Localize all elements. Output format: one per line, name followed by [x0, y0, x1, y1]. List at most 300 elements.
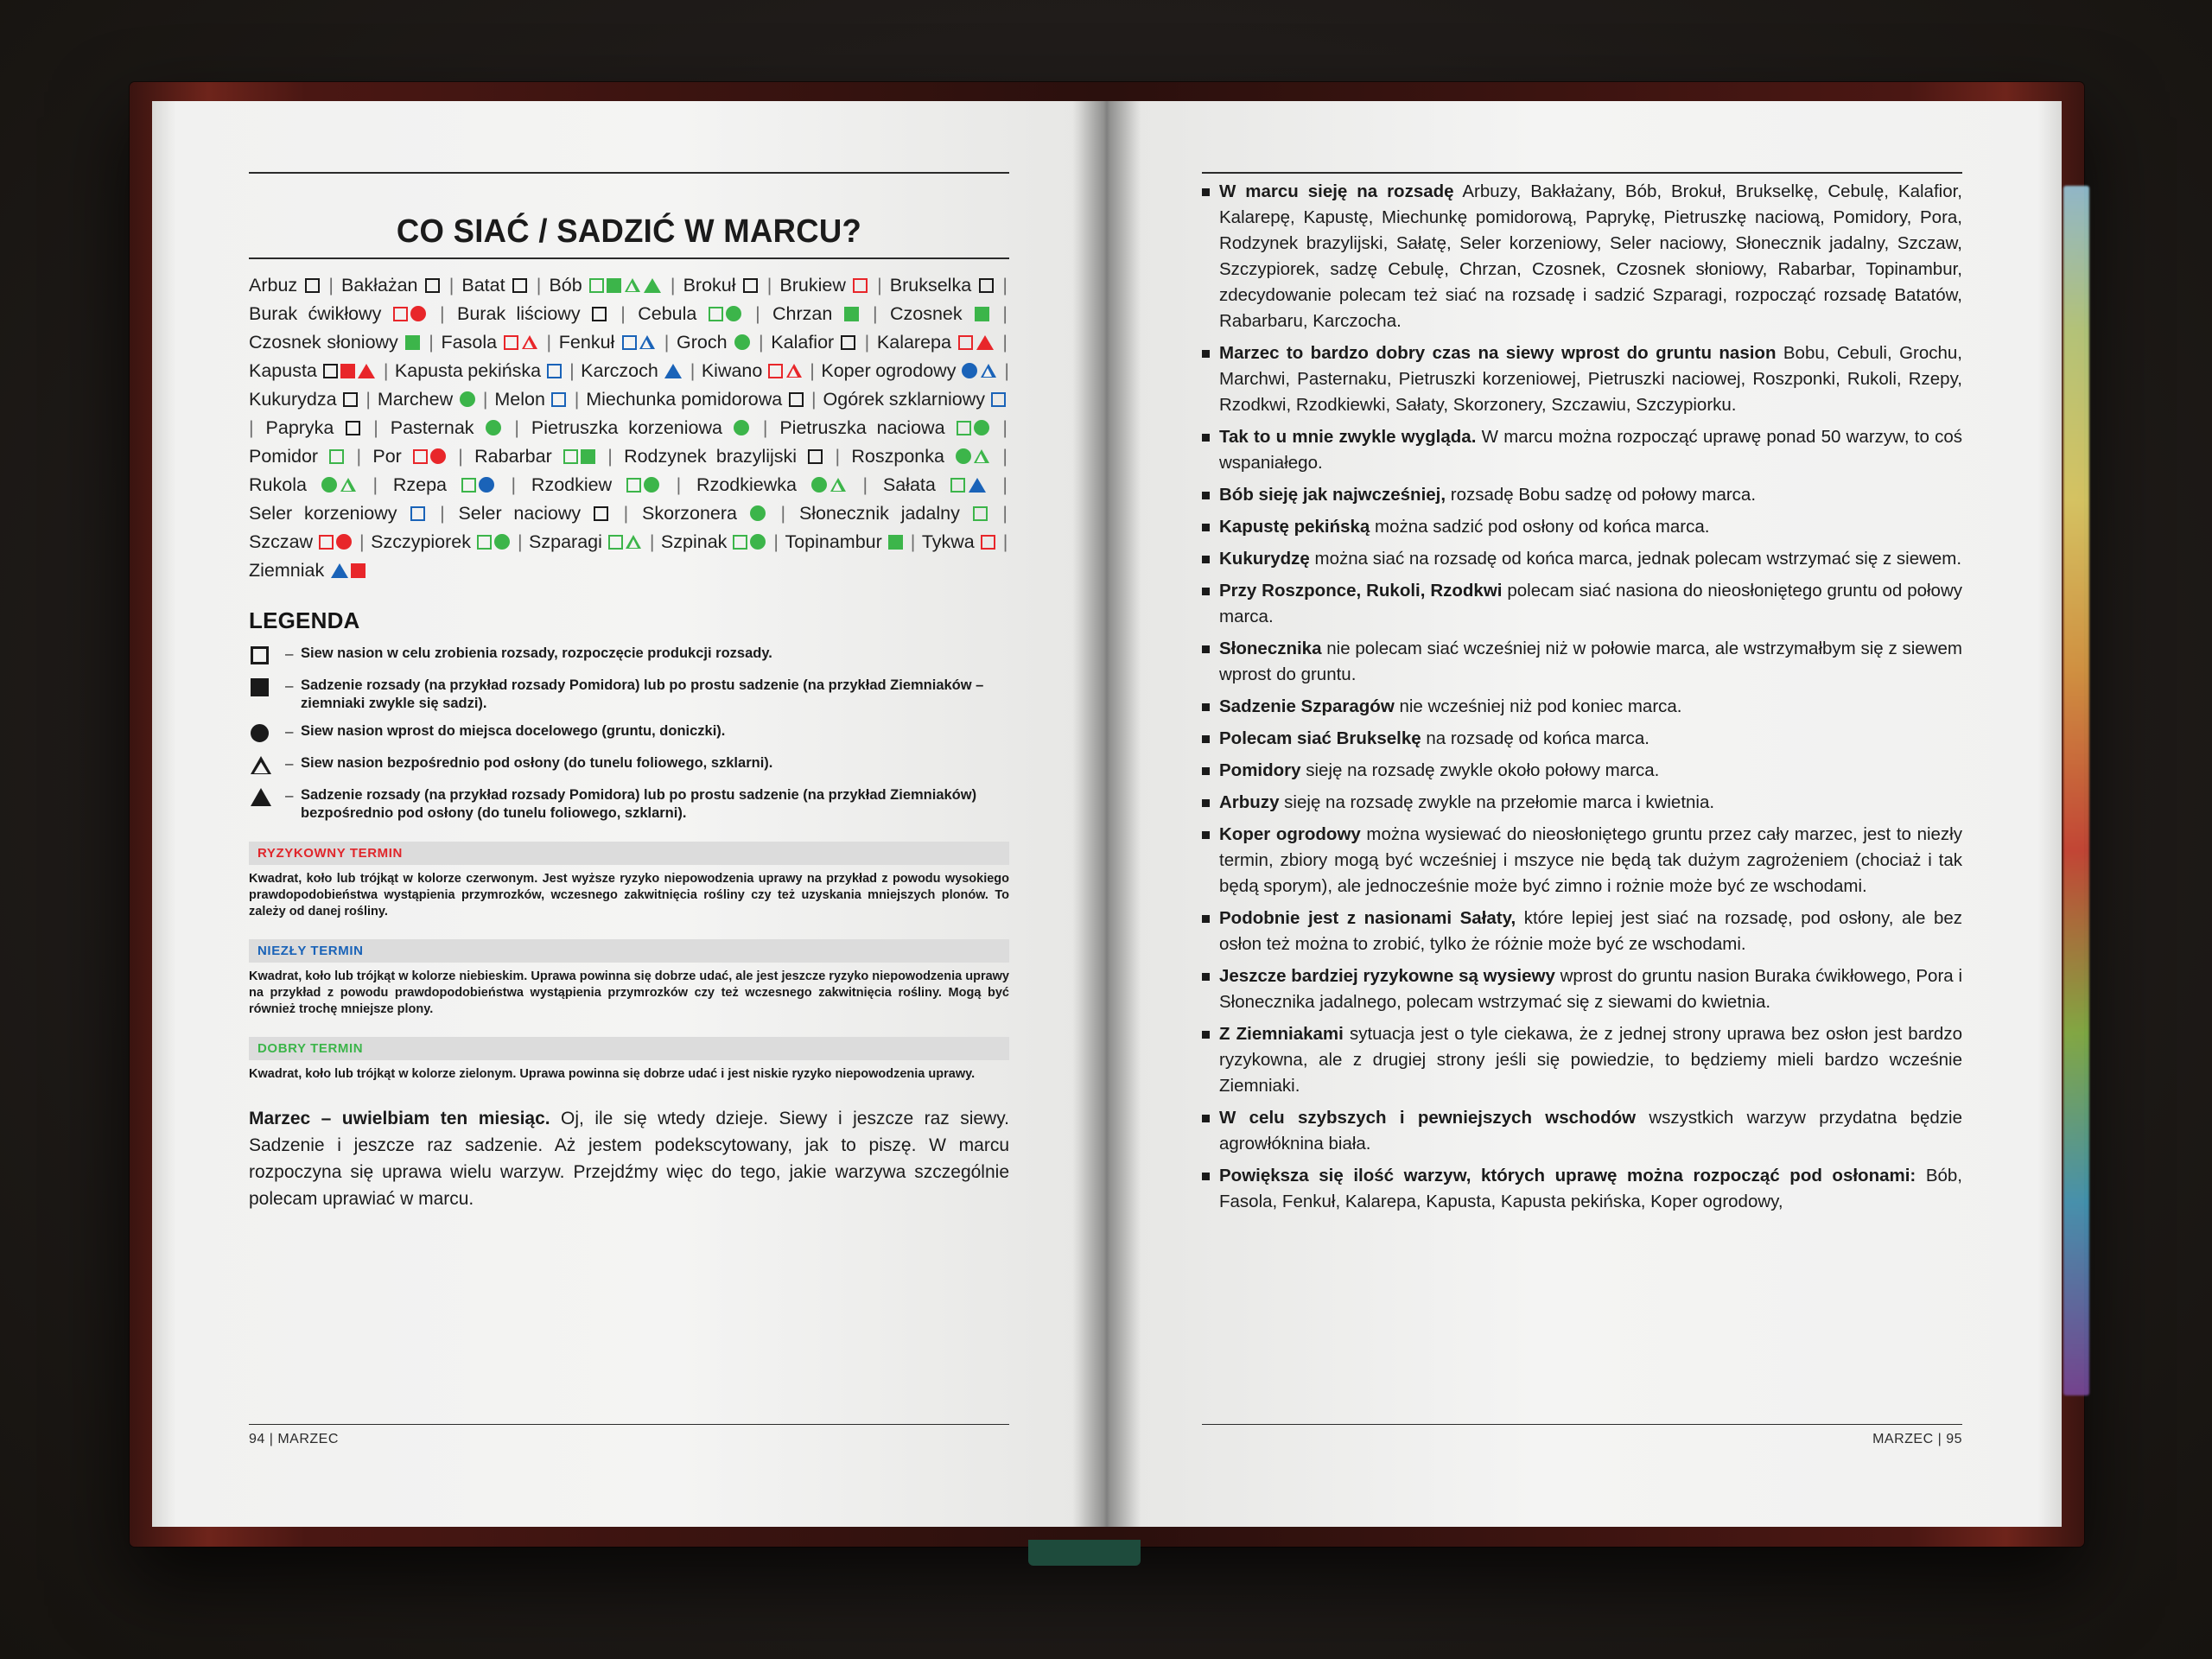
vegetable-name: Karczoch	[581, 360, 664, 381]
legend-item	[249, 786, 1009, 823]
vegetable-entry	[549, 275, 662, 296]
tip-item	[1202, 726, 1962, 752]
list-separator: |	[249, 417, 264, 438]
sq-green-symbol	[589, 278, 604, 293]
sq-red-fill-symbol	[351, 563, 365, 578]
tip-lead: Tak to u mnie zwykle wygląda.	[1219, 427, 1477, 447]
tip-lead: Marzec to bardzo dobry czas na siewy wprost do gruntu nasion	[1219, 343, 1777, 363]
tri-black-fill-symbol	[251, 788, 271, 806]
tip-text	[1219, 482, 1962, 508]
title-rule-bottom	[249, 257, 1009, 259]
vegetable-entry	[442, 332, 539, 353]
closing-paragraph-lead: Marzec – uwielbiam ten miesiąc.	[249, 1109, 550, 1128]
tip-lead: Z Ziemniakami	[1219, 1024, 1344, 1044]
vegetable-entry	[624, 446, 823, 467]
sq-black-symbol	[346, 421, 360, 435]
tip-lead: Arbuzy	[1219, 792, 1280, 812]
vegetable-entry	[249, 332, 422, 353]
vegetable-name: Burak ćwikłowy	[249, 303, 392, 324]
tip-item	[1202, 790, 1962, 816]
sq-green-symbol	[329, 449, 344, 464]
term-block	[249, 842, 1009, 920]
vegetable-entry	[378, 389, 476, 410]
list-separator: |	[861, 303, 888, 324]
tip-body: wprost do gruntu nasion Buraka ćwikłowego, Pora i Słonecznika jadalnego, polecam wstrzymać się z siewami do kwietnia.	[1219, 966, 1962, 1012]
vegetable-entry	[249, 503, 426, 524]
tip-lead: Polecam siać Brukselkę	[1219, 728, 1421, 748]
legend-dash: –	[285, 755, 294, 772]
sq-black-symbol	[343, 392, 358, 407]
tip-body: na rozsadę od końca marca.	[1421, 728, 1649, 748]
list-separator: |	[598, 446, 623, 467]
tip-item	[1202, 340, 1962, 418]
ci-green-fill-symbol	[486, 420, 501, 435]
vegetable-entry	[890, 275, 995, 296]
sq-black-symbol	[512, 278, 527, 293]
tip-body: sieję na rozsadę zwykle na przełomie marca i kwietnia.	[1279, 792, 1715, 812]
tri-green-hollow-symbol	[626, 535, 641, 550]
tri-green-fill-symbol	[644, 278, 661, 293]
tip-body: można siać na rozsadę od końca marca, jednak polecam wstrzymać się z siewem.	[1309, 549, 1962, 569]
list-separator: |	[996, 332, 1007, 353]
tip-text	[1219, 514, 1962, 540]
vegetable-name: Topinambur	[785, 531, 887, 552]
sq-black-symbol	[789, 392, 804, 407]
sq-blue-symbol	[410, 506, 425, 521]
list-separator: |	[423, 332, 440, 353]
vegetable-entry	[877, 332, 995, 353]
tri-green-hollow-symbol	[625, 278, 640, 293]
ci-green-fill-symbol	[974, 420, 989, 435]
bullet-square-icon	[1202, 179, 1219, 334]
vegetable-name: Pietruszka korzeniowa	[531, 417, 733, 438]
sq-black-symbol	[425, 278, 440, 293]
list-separator: |	[906, 531, 920, 552]
vegetable-entry	[799, 503, 989, 524]
vegetable-entry	[249, 360, 377, 381]
vegetable-entry	[779, 417, 990, 438]
tip-item	[1202, 546, 1962, 572]
legend-symbol	[249, 645, 285, 667]
sq-black-symbol	[594, 506, 608, 521]
sq-green-fill-symbol	[581, 449, 595, 464]
sq-black-symbol	[743, 278, 758, 293]
vegetable-entry	[922, 531, 996, 552]
sq-black-symbol	[323, 364, 338, 378]
vegetable-name: Kapusta	[249, 360, 322, 381]
vegetable-name: Skorzonera	[642, 503, 749, 524]
ci-green-fill-symbol	[644, 477, 659, 493]
tip-body: sieję na rozsadę zwykle około połowy marca.	[1300, 760, 1660, 780]
tip-lead: Kapustę pekińską	[1219, 517, 1370, 537]
tip-body: Bób, Fasola, Fenkuł, Kalarepa, Kapusta, Kapusta pekińska, Koper ogrodowy,	[1219, 1166, 1962, 1211]
list-separator: |	[768, 531, 784, 552]
tri-green-hollow-symbol	[974, 449, 989, 464]
vegetable-entry	[341, 275, 442, 296]
list-separator: |	[359, 474, 391, 495]
book-spine-bottom	[1028, 1540, 1141, 1566]
vegetable-entry	[531, 417, 751, 438]
sq-black-symbol	[592, 307, 607, 321]
vegetable-entry	[702, 360, 804, 381]
vegetable-entry	[823, 389, 1007, 410]
sq-green-symbol	[608, 535, 623, 550]
vegetable-name: Tykwa	[921, 531, 980, 552]
vegetable-entry	[851, 446, 991, 467]
vegetable-entry	[559, 332, 657, 353]
list-separator: |	[992, 303, 1007, 324]
sq-green-symbol	[709, 307, 723, 321]
tip-text	[1219, 822, 1962, 899]
vegetable-name: Pietruszka naciowa	[779, 417, 956, 438]
tip-item	[1202, 1021, 1962, 1099]
vegetable-name: Rodzynek brazylijski	[624, 446, 807, 467]
bullet-square-icon	[1202, 482, 1219, 508]
tip-body: rozsadę Bobu sadzę od połowy marca.	[1446, 485, 1757, 505]
vegetable-name: Chrzan	[772, 303, 843, 324]
list-separator: |	[354, 531, 370, 552]
sq-red-symbol	[853, 278, 868, 293]
legend-item	[249, 754, 1009, 777]
ci-blue-fill-symbol	[962, 363, 977, 378]
list-separator: |	[569, 389, 585, 410]
ci-red-fill-symbol	[430, 448, 446, 464]
vegetable-name: Por	[372, 446, 412, 467]
vegetable-name: Rabarbar	[474, 446, 562, 467]
vegetable-name: Roszponka	[851, 446, 955, 467]
sq-red-symbol	[768, 364, 783, 378]
tip-body: nie polecam siać wcześniej niż w połowie marca, ale wstrzymałbym się z siewem wprost do gruntu.	[1219, 639, 1962, 684]
legend-description: Siew nasion bezpośrednio pod osłony (do tunelu foliowego, szklarni).	[301, 755, 773, 771]
page-right	[1107, 101, 2062, 1527]
term-block	[249, 1037, 1009, 1083]
vegetable-name: Arbuz	[249, 275, 304, 296]
legend-item	[249, 645, 1009, 667]
sq-red-fill-symbol	[340, 364, 355, 378]
tri-green-hollow-symbol	[830, 478, 846, 493]
vegetable-entry	[249, 474, 358, 495]
ci-green-fill-symbol	[811, 477, 827, 493]
vegetable-entry	[458, 503, 609, 524]
legend-list	[249, 645, 1009, 823]
list-separator: |	[996, 275, 1007, 296]
bullet-square-icon	[1202, 636, 1219, 688]
vegetable-entry	[661, 531, 767, 552]
tip-lead: W celu szybszych i pewniejszych wschodów	[1219, 1108, 1637, 1128]
tip-text	[1219, 726, 1962, 752]
closing-paragraph	[249, 1105, 1009, 1212]
tip-item	[1202, 906, 1962, 957]
sq-red-symbol	[981, 535, 995, 550]
tip-item	[1202, 578, 1962, 630]
vegetable-entry	[461, 275, 528, 296]
tri-blue-fill-symbol	[664, 364, 682, 378]
vegetable-name: Bakłażan	[341, 275, 424, 296]
tip-text	[1219, 694, 1962, 720]
list-separator: |	[870, 275, 888, 296]
sq-black-symbol	[305, 278, 320, 293]
list-separator: |	[768, 503, 798, 524]
tip-text	[1219, 578, 1962, 630]
tip-body: nie wcześniej niż pod koniec marca.	[1394, 696, 1682, 716]
list-separator: |	[442, 275, 461, 296]
tip-item	[1202, 1105, 1962, 1157]
bullet-square-icon	[1202, 694, 1219, 720]
term-block	[249, 939, 1009, 1018]
vegetable-name: Melon	[494, 389, 550, 410]
bullet-square-icon	[1202, 340, 1219, 418]
tip-text	[1219, 963, 1962, 1015]
sq-blue-symbol	[622, 335, 637, 350]
tip-item	[1202, 822, 1962, 899]
vegetable-name: Fasola	[441, 332, 503, 353]
vegetable-entry	[249, 303, 428, 324]
vegetable-name: Kalafior	[771, 332, 840, 353]
left-page-footer: 94 | MARZEC	[249, 1424, 1009, 1447]
tip-body: W marcu można rozpocząć uprawę ponad 50 warzyw, to coś wspaniałego.	[1219, 427, 1962, 473]
book-pages	[152, 101, 2062, 1527]
bullet-square-icon	[1202, 758, 1219, 784]
ci-green-fill-symbol	[750, 505, 766, 521]
tip-text	[1219, 179, 1962, 334]
sq-red-symbol	[319, 535, 334, 550]
bullet-square-icon	[1202, 578, 1219, 630]
sq-black-symbol	[979, 278, 994, 293]
sq-green-symbol	[973, 506, 988, 521]
legend-description: Sadzenie rozsady (na przykład rozsady Pomidora) lub po prostu sadzenie (na przykład Ziemniaków – ziemniaki zwykle się sadzi).	[301, 677, 984, 711]
tip-lead: Bób sieję jak najwcześniej,	[1219, 485, 1446, 505]
vegetable-entry	[771, 332, 857, 353]
closing-paragraph-body: Oj, ile się wtedy dzieje. Siewy i jeszcze raz siewy. Sadzenie i jeszcze raz sadzenie. Aż jestem podekscytowany, jak to piszę. W marcu rozpoczyna się uprawa wielu warzyw. Przejdźmy więc do tego, jakie warzywa szczególnie polecam uprawiać w marcu.	[249, 1109, 1009, 1209]
bullet-square-icon	[1202, 1021, 1219, 1099]
sq-black-symbol	[841, 335, 855, 350]
sq-green-fill-symbol	[607, 278, 621, 293]
list-separator: |	[512, 531, 528, 552]
vegetable-name: Szczaw	[249, 531, 318, 552]
term-heading: NIEZŁY TERMIN	[249, 939, 1009, 963]
term-heading: DOBRY TERMIN	[249, 1037, 1009, 1060]
vegetable-name: Szczypiorek	[371, 531, 476, 552]
sq-green-fill-symbol	[888, 535, 903, 550]
ci-green-fill-symbol	[734, 334, 750, 350]
vegetable-name: Seler naciowy	[458, 503, 593, 524]
sq-green-symbol	[477, 535, 492, 550]
legend-symbol	[249, 677, 285, 699]
tip-text	[1219, 790, 1962, 816]
sq-green-symbol	[950, 478, 965, 493]
page-title: CO SIAĆ / SADZIĆ W MARCU?	[396, 213, 862, 250]
bullet-square-icon	[1202, 726, 1219, 752]
sq-red-symbol	[413, 449, 428, 464]
vegetable-entry	[581, 360, 683, 381]
ci-green-fill-symbol	[956, 448, 971, 464]
tip-lead: Sadzenie Szparagów	[1219, 696, 1395, 716]
legend-dash: –	[285, 787, 294, 804]
list-separator: |	[540, 332, 557, 353]
tip-body: Bobu, Cebuli, Grochu, Marchwi, Pasternaku, Pietruszki korzeniowej, Pietruszki naciowej, Roszponki, Rukoli, Rzepy, Rzodkwi, Rzodkiewki, Sałaty, Skorzonery, Szczawiu, Szczypiorku.	[1219, 343, 1962, 415]
ci-green-fill-symbol	[750, 534, 766, 550]
sq-blue-symbol	[551, 392, 566, 407]
ci-green-fill-symbol	[460, 391, 475, 407]
tip-body: można sadzić pod osłony od końca marca.	[1370, 517, 1710, 537]
sq-green-fill-symbol	[975, 307, 989, 321]
vegetable-entry	[249, 446, 345, 467]
tip-body: można wysiewać do nieosłoniętego gruntu przez cały marzec, jest to niezły termin, zbiory mogą być wcześniej i mszyce nie będą tak dużym zagrożeniem (chociaż i tak będą sporym), ale jednocześnie może być zimno i rożnie może być ze wschodami.	[1219, 824, 1962, 896]
sq-green-symbol	[733, 535, 747, 550]
tip-lead: W marcu sieję na rozsadę	[1219, 181, 1454, 201]
tri-green-hollow-symbol	[340, 478, 356, 493]
legend-description: Sadzenie rozsady (na przykład rozsady Pomidora) lub po prostu sadzenie (na przykład Ziemniaków) bezpośrednio pod osłony (do tunelu foliowego, szklarni).	[301, 787, 977, 821]
list-separator: |	[685, 360, 700, 381]
list-separator: |	[988, 474, 1007, 495]
term-risk-blocks	[249, 842, 1009, 1083]
vegetable-entry	[642, 503, 767, 524]
bullet-square-icon	[1202, 906, 1219, 957]
tri-red-hollow-symbol	[786, 364, 802, 378]
sq-green-fill-symbol	[844, 307, 859, 321]
vegetable-name: Brokuł	[683, 275, 742, 296]
legend-description: Siew nasion wprost do miejsca docelowego (gruntu, doniczki).	[301, 723, 726, 739]
tip-item	[1202, 514, 1962, 540]
tip-text	[1219, 1021, 1962, 1099]
list-separator: |	[363, 417, 389, 438]
tip-item	[1202, 694, 1962, 720]
ci-blue-fill-symbol	[479, 477, 494, 493]
vegetable-name: Koper ogrodowy	[821, 360, 961, 381]
tip-item	[1202, 179, 1962, 334]
list-separator: |	[744, 303, 772, 324]
tip-lead: Przy Roszponce, Rukoli, Rzodkwi	[1219, 581, 1503, 601]
vegetable-name: Rzodkiewka	[696, 474, 810, 495]
ci-black-fill-symbol	[251, 724, 269, 742]
tri-blue-fill-symbol	[331, 563, 348, 578]
title-rule-top	[249, 172, 1009, 174]
term-body: Kwadrat, koło lub trójkąt w kolorze niebieskim. Uprawa powinna się dobrze udać, ale jest jeszcze ryzyko niepowodzenia uprawy na przykład z powodu prawdopodobieństwa wystąpienia przymrozków czy też wczesnego zakwitnięcia rośliny. Mogą być również trochę mniejsze plony.	[249, 969, 1009, 1016]
tip-lead: Pomidory	[1219, 760, 1301, 780]
vegetable-entry	[785, 531, 904, 552]
term-body: Kwadrat, koło lub trójkąt w kolorze czerwonym. Jest wyższe ryzyko niepowodzenia uprawy na przykład z powodu wysokiego prawdopodobieństwa wystąpienia przymrozków, wczesnego zakwitnięcia rośliny czy też uzyskania mniejszych plonów. To zależy od danej rośliny.	[249, 872, 1009, 918]
sq-red-symbol	[504, 335, 518, 350]
vegetable-name: Ziemniak	[249, 560, 329, 581]
vegetable-entry	[683, 275, 760, 296]
list-separator: |	[497, 474, 530, 495]
bullet-square-icon	[1202, 963, 1219, 1015]
vegetable-name: Cebula	[638, 303, 708, 324]
list-separator: |	[530, 275, 548, 296]
sq-green-symbol	[626, 478, 641, 493]
tip-text	[1219, 636, 1962, 688]
legend-dash: –	[285, 677, 294, 694]
list-separator: |	[993, 446, 1007, 467]
legend-heading: LEGENDA	[249, 607, 360, 633]
tip-item	[1202, 424, 1962, 476]
list-separator: |	[478, 389, 493, 410]
tip-body: Arbuzy, Bakłażany, Bób, Brokuł, Brukselkę, Cebulę, Kalafior, Kalarepę, Kapustę, Miechunkę pomidorową, Paprykę, Pietruszkę naciową, Pomidory, Pora, Rodzynek brazylijski, Sałatę, Seler korzeniowy, Seler naciowy, Słonecznik jadalny, Szczaw, Szczypiorek, sadzę Cebulę, Chrzan, Czosnek, Czosnek słoniowy, Rabarbar, Topinambur, zdecydowanie polecam też siać na rozsadę i sadzić Szparagi, rozpocząć rozsadę Batatów, Rabarbaru, Karczocha.	[1219, 181, 1962, 331]
left-page-content	[249, 168, 1009, 1230]
term-body: Kwadrat, koło lub trójkąt w kolorze zielonym. Uprawa powinna się dobrze udać i jest niskie ryzyko niepowodzenia uprawy.	[249, 1067, 976, 1081]
tip-body: polecam siać nasiona do nieosłoniętego gruntu od połowy marca.	[1219, 581, 1963, 626]
legend-item	[249, 677, 1009, 713]
vegetable-name: Brukiew	[779, 275, 852, 296]
legend-symbol	[249, 722, 285, 745]
sq-red-symbol	[393, 307, 408, 321]
tri-blue-hollow-symbol	[981, 364, 996, 378]
list-separator: |	[504, 417, 530, 438]
vegetable-entry	[772, 303, 861, 324]
vegetable-name: Czosnek słoniowy	[249, 332, 404, 353]
tip-text	[1219, 1105, 1962, 1157]
vegetable-name: Fenkuł	[558, 332, 621, 353]
legend-symbol	[249, 754, 285, 777]
tip-body: sytuacja jest o tyle ciekawa, że z jednej strony uprawa bez osłon jest bardzo ryzykowna, ale z drugiej strony jeśli się powiedzie, to będziemy mieli bardzo wcześnie Ziemniaki.	[1219, 1024, 1962, 1096]
vegetable-entry	[457, 303, 608, 324]
vegetable-name: Ogórek szklarniowy	[823, 389, 990, 410]
vegetable-entry	[890, 303, 990, 324]
bullet-square-icon	[1202, 514, 1219, 540]
tip-item	[1202, 758, 1962, 784]
tip-lead: Jeszcze bardziej ryzykowne są wysiewy	[1219, 966, 1555, 986]
tip-text	[1219, 906, 1962, 957]
list-separator: |	[662, 474, 696, 495]
vegetable-name: Groch	[677, 332, 734, 353]
list-separator: |	[429, 303, 455, 324]
vegetable-entry	[529, 531, 643, 552]
vegetable-entry	[393, 474, 496, 495]
tip-item	[1202, 1163, 1962, 1215]
right-rule-top	[1202, 172, 1962, 174]
sq-black-fill-symbol	[251, 678, 269, 696]
tip-lead: Koper ogrodowy	[1219, 824, 1361, 844]
vegetable-name: Seler korzeniowy	[249, 503, 410, 524]
list-separator: |	[999, 360, 1009, 381]
list-separator: |	[564, 360, 580, 381]
book-fore-edge	[2063, 186, 2089, 1395]
vegetable-name: Słonecznik jadalny	[798, 503, 972, 524]
vegetable-entry	[249, 560, 367, 581]
vegetable-entry	[249, 531, 353, 552]
vegetable-entry	[494, 389, 567, 410]
vegetable-entry	[779, 275, 869, 296]
list-separator: |	[346, 446, 372, 467]
vegetable-name: Pomidor	[249, 446, 328, 467]
vegetable-name: Kukurydza	[249, 389, 342, 410]
vegetable-name: Kiwano	[701, 360, 767, 381]
tri-red-fill-symbol	[976, 335, 994, 350]
list-separator: |	[611, 503, 641, 524]
list-separator: |	[849, 474, 881, 495]
tip-text	[1219, 1163, 1962, 1215]
tips-bullet-list	[1202, 179, 1962, 1215]
list-separator: |	[322, 275, 340, 296]
vegetable-entry	[883, 474, 988, 495]
vegetable-name: Szpinak	[660, 531, 732, 552]
list-separator: |	[752, 417, 779, 438]
ci-green-fill-symbol	[494, 534, 510, 550]
vegetable-name: Szparagi	[529, 531, 607, 552]
vegetable-name: Marchew	[377, 389, 458, 410]
list-separator: |	[992, 417, 1007, 438]
sq-red-symbol	[958, 335, 973, 350]
list-separator: |	[378, 360, 393, 381]
tri-red-hollow-symbol	[522, 335, 537, 350]
list-separator: |	[858, 332, 875, 353]
vegetable-entry	[249, 275, 321, 296]
tri-blue-fill-symbol	[969, 478, 986, 493]
vegetable-name: Czosnek	[889, 303, 973, 324]
vegetable-name: Brukselka	[889, 275, 978, 296]
vegetable-name: Rzodkiew	[531, 474, 626, 495]
list-separator: |	[760, 275, 779, 296]
